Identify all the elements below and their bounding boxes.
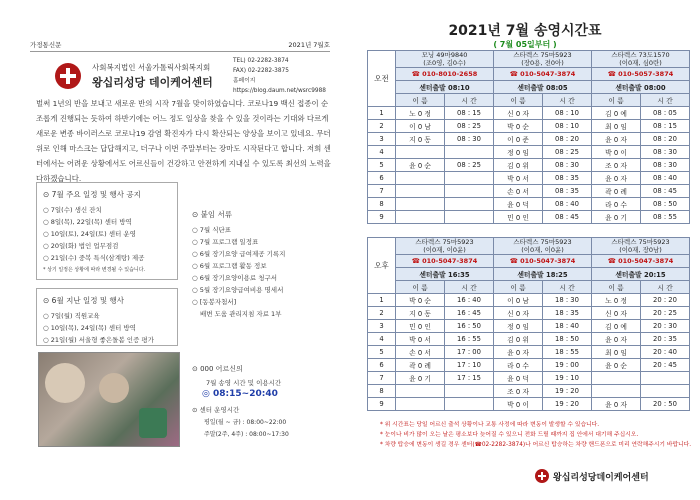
time-cell: 18 : 35 xyxy=(543,307,592,320)
name-cell: 최 0 임 xyxy=(592,346,641,359)
departure-cell: 센터출발 08:00 xyxy=(592,81,690,94)
departure-cell: 센터출발 16:35 xyxy=(396,268,494,281)
time-cell: 18 : 50 xyxy=(543,333,592,346)
col-name-header: 이 름 xyxy=(494,94,543,107)
name-cell: 박 0 서 xyxy=(396,333,445,346)
newsletter-label: 가정통신문 xyxy=(30,41,62,49)
row-number: 8 xyxy=(368,385,396,398)
time-cell: 20 : 45 xyxy=(641,359,690,372)
time-cell xyxy=(445,198,494,211)
table-row xyxy=(368,120,690,133)
june-item: ○ 7일(월) 직원교육 xyxy=(43,312,100,320)
newsletter-date: 2021년 7월호 xyxy=(288,41,330,49)
event-item: ○ 7일(수) 생신 잔치 xyxy=(43,206,102,214)
attachment-item: ○ 7월 프로그램 일정표 xyxy=(192,238,259,246)
time-cell xyxy=(445,146,494,159)
name-cell: 윤 0 덕 xyxy=(494,198,543,211)
name-cell: 윤 0 기 xyxy=(396,372,445,385)
time-cell xyxy=(641,372,690,385)
june-item: ○ 21일(월) 서울형 좋은돌봄 인증 평가 xyxy=(43,336,154,344)
row-number: 1 xyxy=(368,294,396,307)
name-cell: 노 0 정 xyxy=(592,294,641,307)
col-time-header: 시 간 xyxy=(543,94,592,107)
name-cell: 윤 0 기 xyxy=(592,211,641,224)
event-note: * 상기 일정은 상황에 따라 변경될 수 있습니다. xyxy=(43,267,146,273)
name-cell: 윤 0 자 xyxy=(592,172,641,185)
table-row xyxy=(368,198,690,211)
table-row xyxy=(368,372,690,385)
name-cell xyxy=(396,198,445,211)
time-cell: 08 : 35 xyxy=(543,185,592,198)
attachment-item: ○ 6월 장기요양이용료 청구서 xyxy=(192,274,278,282)
time-cell: 08 : 25 xyxy=(543,146,592,159)
intro-text: 벌써 1년의 반을 보내고 새로운 반의 시작 7월을 맞이하였습니다. 코로나19 백신 접종이 순조롭게 진행되는 듯하여 하반기에는 어느 정도 일상을 찾을 수 있을 것이라는 기대와 다르게 새로운 변종 바이러스로 코로나19 감염 확진자가 다시 확산되는 양상을 보이고 있네요. 무더위로 인해 마스크는 답답해지고, 더구나 이번 주말부터는 장마도 시작된다고 합니다. 저희 센터에서는 어려운 상황에서도 어르신들이 건강하고 안전하게 지내실 수 있도록 최선의 노력을 다하겠습니다. xyxy=(36,99,331,183)
name-cell: 윤 0 자 xyxy=(494,346,543,359)
name-cell: 박 0 이 xyxy=(494,398,543,411)
time-cell: 20 : 20 xyxy=(641,294,690,307)
schedule-notes xyxy=(380,420,700,450)
name-cell xyxy=(396,172,445,185)
events-box xyxy=(36,182,178,280)
vehicle-name: 스타렉스 73도1570 xyxy=(611,51,670,59)
name-cell xyxy=(592,385,641,398)
vehicle-driver: (이0재, 이0윤) xyxy=(423,246,466,254)
vehicle-driver: (조0영, 김0수) xyxy=(423,59,466,67)
event-item: ○ 20일(화) 법인 업무점검 xyxy=(43,242,119,250)
hours-box xyxy=(186,360,332,442)
row-number: 2 xyxy=(368,120,396,133)
morning-schedule-table xyxy=(367,50,690,224)
vehicle-cell xyxy=(396,238,494,255)
vehicle-cell xyxy=(494,51,592,68)
name-cell: 박 0 서 xyxy=(494,172,543,185)
vehicle-name: 스타렉스 75마5923 xyxy=(513,51,572,59)
vehicle-name: 스타렉스 75마5923 xyxy=(415,238,474,246)
phone-cell: ☎ 010-5057-3874 xyxy=(592,68,690,81)
row-number: 6 xyxy=(368,172,396,185)
vehicle-row xyxy=(368,238,690,255)
column-header-row xyxy=(368,94,690,107)
row-number: 5 xyxy=(368,159,396,172)
name-cell: 윤 0 순 xyxy=(592,359,641,372)
time-cell: 16 : 55 xyxy=(445,333,494,346)
table-row xyxy=(368,211,690,224)
name-cell: 정 0 임 xyxy=(494,146,543,159)
vehicle-cell xyxy=(494,238,592,255)
time-cell: 08 : 30 xyxy=(543,159,592,172)
time-cell xyxy=(445,385,494,398)
name-cell: 윤 0 덕 xyxy=(494,372,543,385)
name-cell: 신 0 자 xyxy=(592,307,641,320)
name-cell: 윤 0 자 xyxy=(592,333,641,346)
departure-cell: 센터출발 08:05 xyxy=(494,81,592,94)
table-row xyxy=(368,159,690,172)
departure-cell: 센터출발 18:25 xyxy=(494,268,592,281)
attachments-box xyxy=(186,205,332,340)
row-number: 4 xyxy=(368,146,396,159)
name-cell: 김 0 예 xyxy=(592,107,641,120)
center-weekday: 평일(월 ~ 금) : 08:00~22:00 xyxy=(204,419,287,426)
row-number: 9 xyxy=(368,211,396,224)
hours-value: ◎ 08:15~20:40 xyxy=(202,389,278,399)
table-row xyxy=(368,398,690,411)
name-cell: 김 0 위 xyxy=(494,333,543,346)
time-cell xyxy=(641,385,690,398)
time-cell: 08 : 20 xyxy=(543,133,592,146)
vehicle-name: 모닝 49마9840 xyxy=(421,51,468,59)
time-cell: 08 : 30 xyxy=(445,133,494,146)
schedule-subtitle: ( 7월 05일부터 ) xyxy=(493,40,557,49)
table-row xyxy=(368,320,690,333)
phone-row xyxy=(368,255,690,268)
note-item: * 차량 탑승에 변동이 생길 경우 센터(☎02-2282-3874)나 어르신 탑승하는 차량 핸드폰으로 미리 연락해주시기 바랍니다. xyxy=(380,442,692,448)
time-cell: 08 : 40 xyxy=(543,198,592,211)
period-label: 오전 xyxy=(368,51,396,107)
name-cell: 정 0 임 xyxy=(494,320,543,333)
time-cell: 18 : 55 xyxy=(543,346,592,359)
time-cell: 19 : 10 xyxy=(543,372,592,385)
row-number: 6 xyxy=(368,359,396,372)
time-cell xyxy=(445,172,494,185)
name-cell: 이 0 남 xyxy=(494,294,543,307)
time-cell: 08 : 35 xyxy=(543,172,592,185)
time-cell: 20 : 40 xyxy=(641,346,690,359)
col-time-header: 시 간 xyxy=(543,281,592,294)
attachment-item: ○ 6월 프로그램 활동 정보 xyxy=(192,262,267,270)
col-name-header: 이 름 xyxy=(494,281,543,294)
homepage-label: 홈페이지 xyxy=(233,78,256,84)
phone-cell: ☎ 010-5047-3874 xyxy=(396,255,494,268)
row-number: 1 xyxy=(368,107,396,120)
name-cell: 윤 0 자 xyxy=(592,133,641,146)
name-cell: 최 0 임 xyxy=(592,120,641,133)
row-number: 2 xyxy=(368,307,396,320)
june-box xyxy=(36,288,178,346)
time-cell: 08 : 10 xyxy=(543,107,592,120)
time-cell: 17 : 15 xyxy=(445,372,494,385)
note-item: * 위 시간표는 당일 어르신 출석 상황이나 교통 사정에 따라 변동이 발생할 수 있습니다. xyxy=(380,422,600,428)
vehicle-driver: (장0용, 전0아) xyxy=(521,59,564,67)
name-cell: 민 0 인 xyxy=(494,211,543,224)
table-row xyxy=(368,359,690,372)
time-cell xyxy=(445,211,494,224)
col-time-header: 시 간 xyxy=(445,281,494,294)
name-cell: 손 0 서 xyxy=(396,346,445,359)
name-cell: 라 0 수 xyxy=(592,198,641,211)
time-cell: 08 : 40 xyxy=(641,172,690,185)
time-cell: 08 : 25 xyxy=(445,120,494,133)
time-cell: 19 : 20 xyxy=(543,398,592,411)
time-cell: 19 : 00 xyxy=(543,359,592,372)
schedule-title: 2021년 7월 송영시간표 xyxy=(448,23,602,39)
departure-cell: 센터출발 08:10 xyxy=(396,81,494,94)
table-row xyxy=(368,172,690,185)
center-weekend: 주말(2주, 4주) : 08:00~17:30 xyxy=(204,431,289,438)
phone-cell: ☎ 010-5047-3874 xyxy=(592,255,690,268)
col-name-header: 이 름 xyxy=(592,281,641,294)
vehicle-name: 스타렉스 75마5923 xyxy=(513,238,572,246)
col-name-header: 이 름 xyxy=(592,94,641,107)
june-item: ○ 10일(목), 24일(목) 센터 방역 xyxy=(43,324,136,332)
afternoon-schedule-table xyxy=(367,237,690,411)
time-cell: 20 : 30 xyxy=(641,320,690,333)
event-item: ○ 8일(목), 22일(목) 센터 방역 xyxy=(43,218,132,226)
time-cell: 20 : 25 xyxy=(641,307,690,320)
name-cell: 박 0 순 xyxy=(396,294,445,307)
name-cell: 지 0 동 xyxy=(396,307,445,320)
time-cell: 08 : 10 xyxy=(543,120,592,133)
name-cell xyxy=(396,398,445,411)
table-row xyxy=(368,146,690,159)
events-title: ⊙ 7월 주요 일정 및 행사 공지 xyxy=(43,190,141,199)
row-number: 5 xyxy=(368,346,396,359)
name-cell: 노 0 정 xyxy=(396,107,445,120)
row-number: 9 xyxy=(368,398,396,411)
footer xyxy=(535,469,649,483)
time-cell: 08 : 30 xyxy=(641,159,690,172)
event-item: ○ 10일(토), 24일(토) 센터 운영 xyxy=(43,230,136,238)
fax: FAX) 02-2282-3875 xyxy=(233,68,289,74)
attachment-item: ○ [동봉자첨서] xyxy=(192,298,237,306)
col-name-header: 이 름 xyxy=(396,94,445,107)
time-cell: 08 : 25 xyxy=(445,159,494,172)
time-cell: 16 : 50 xyxy=(445,320,494,333)
table-row xyxy=(368,294,690,307)
name-cell xyxy=(396,211,445,224)
departure-cell: 센터출발 20:15 xyxy=(592,268,690,281)
time-cell: 18 : 40 xyxy=(543,320,592,333)
time-cell: 20 : 35 xyxy=(641,333,690,346)
row-number: 8 xyxy=(368,198,396,211)
time-cell: 08 : 20 xyxy=(641,133,690,146)
table-row xyxy=(368,107,690,120)
time-cell: 08 : 15 xyxy=(445,107,494,120)
attachments-title: ⊙ 붙임 서류 xyxy=(192,210,233,219)
note-item: * 눈이나 비가 많이 오는 날은 평소보다 늦어질 수 있으니 전화 드릴 때까지 집 안에서 대기해 주십시오. xyxy=(380,432,639,438)
table-row xyxy=(368,346,690,359)
table-row xyxy=(368,307,690,320)
vehicle-cell xyxy=(592,51,690,68)
name-cell: 곽 0 례 xyxy=(592,185,641,198)
name-cell: 이 0 남 xyxy=(396,120,445,133)
col-time-header: 시 간 xyxy=(445,94,494,107)
phone-row xyxy=(368,68,690,81)
event-item: ○ 21일(수) 중복 특식(삼계탕) 제공 xyxy=(43,254,145,262)
row-number: 7 xyxy=(368,372,396,385)
vehicle-driver: (이0재, 장0남) xyxy=(619,246,662,254)
phone-cell: ☎ 010-5047-3874 xyxy=(494,68,592,81)
vehicle-driver: (이0재, 심0란) xyxy=(619,59,662,67)
phone-cell: ☎ 010-8010-2658 xyxy=(396,68,494,81)
name-cell: 박 0 순 xyxy=(494,120,543,133)
name-cell xyxy=(396,185,445,198)
time-cell: 17 : 10 xyxy=(445,359,494,372)
name-cell: 조 0 자 xyxy=(494,385,543,398)
name-cell: 손 0 서 xyxy=(494,185,543,198)
table-row xyxy=(368,185,690,198)
time-cell xyxy=(445,398,494,411)
table-row xyxy=(368,333,690,346)
attachment-item: 배변 도움 관리지침 자료 1부 xyxy=(200,310,282,318)
time-cell: 08 : 05 xyxy=(641,107,690,120)
newsletter-header xyxy=(30,40,330,52)
period-label: 오후 xyxy=(368,238,396,294)
schedule-panel xyxy=(350,0,700,500)
vehicle-row xyxy=(368,51,690,68)
name-cell: 라 0 수 xyxy=(494,359,543,372)
time-cell: 08 : 45 xyxy=(641,185,690,198)
name-cell: 곽 0 례 xyxy=(396,359,445,372)
attachment-item: ○ 6월 장기요양 급여제공 기록지 xyxy=(192,250,286,258)
hours-subtitle: 7월 송영 시간 및 이용시간 xyxy=(206,379,282,387)
table-row xyxy=(368,133,690,146)
time-cell: 08 : 15 xyxy=(641,120,690,133)
row-number: 7 xyxy=(368,185,396,198)
contact-info xyxy=(233,56,326,96)
row-number: 4 xyxy=(368,333,396,346)
name-cell: 김 0 위 xyxy=(494,159,543,172)
time-cell: 08 : 50 xyxy=(641,198,690,211)
name-cell: 지 0 동 xyxy=(396,133,445,146)
cross-logo-icon xyxy=(535,469,549,483)
name-cell: 윤 0 자 xyxy=(592,398,641,411)
name-cell: 신 0 자 xyxy=(494,107,543,120)
name-cell: 신 0 자 xyxy=(494,307,543,320)
time-cell: 08 : 45 xyxy=(543,211,592,224)
name-cell: 김 0 예 xyxy=(592,320,641,333)
phone-cell: ☎ 010-5047-3874 xyxy=(494,255,592,268)
column-header-row xyxy=(368,281,690,294)
row-number: 3 xyxy=(368,133,396,146)
cross-logo-icon xyxy=(55,63,81,89)
name-cell: 이 0 준 xyxy=(494,133,543,146)
activity-photo xyxy=(38,352,180,447)
vehicle-cell xyxy=(396,51,494,68)
tel: TEL) 02-2282-3874 xyxy=(233,58,289,64)
attachment-item: ○ 5월 장기요양급여비용 명세서 xyxy=(192,286,284,294)
time-cell: 17 : 00 xyxy=(445,346,494,359)
col-time-header: 시 간 xyxy=(641,94,690,107)
attachment-item: ○ 7월 식단표 xyxy=(192,226,232,234)
time-cell: 16 : 40 xyxy=(445,294,494,307)
homepage-url: https://blog.daum.net/wsrc9988 xyxy=(233,88,326,94)
footer-org-name: 왕십리성당데이케어센터 xyxy=(553,472,649,483)
time-cell: 19 : 20 xyxy=(543,385,592,398)
org-subtitle: 사회복지법인 서울가톨릭사회복지회 xyxy=(92,63,211,72)
time-cell xyxy=(445,185,494,198)
name-cell xyxy=(592,372,641,385)
name-cell xyxy=(396,146,445,159)
name-cell: 조 0 자 xyxy=(592,159,641,172)
time-cell: 20 : 50 xyxy=(641,398,690,411)
name-cell: 박 0 이 xyxy=(592,146,641,159)
time-cell: 18 : 30 xyxy=(543,294,592,307)
row-number: 3 xyxy=(368,320,396,333)
departure-row xyxy=(368,268,690,281)
name-cell: 윤 0 순 xyxy=(396,159,445,172)
org-name: 왕십리성당 데이케어센터 xyxy=(92,76,213,89)
departure-row xyxy=(368,81,690,94)
june-title: ⊙ 6월 지난 일정 및 행사 xyxy=(43,296,124,305)
center-hours-title: ⊙ 센터 운영시간 xyxy=(192,406,240,414)
time-cell: 16 : 45 xyxy=(445,307,494,320)
name-cell xyxy=(396,385,445,398)
vehicle-cell xyxy=(592,238,690,255)
time-cell: 08 : 55 xyxy=(641,211,690,224)
col-name-header: 이 름 xyxy=(396,281,445,294)
hours-title: ⊙ 000 어르신의 xyxy=(192,365,243,373)
name-cell: 민 0 인 xyxy=(396,320,445,333)
col-time-header: 시 간 xyxy=(641,281,690,294)
vehicle-driver: (이0재, 이0윤) xyxy=(521,246,564,254)
vehicle-name: 스타렉스 75마5923 xyxy=(611,238,670,246)
time-cell: 08 : 30 xyxy=(641,146,690,159)
table-row xyxy=(368,385,690,398)
